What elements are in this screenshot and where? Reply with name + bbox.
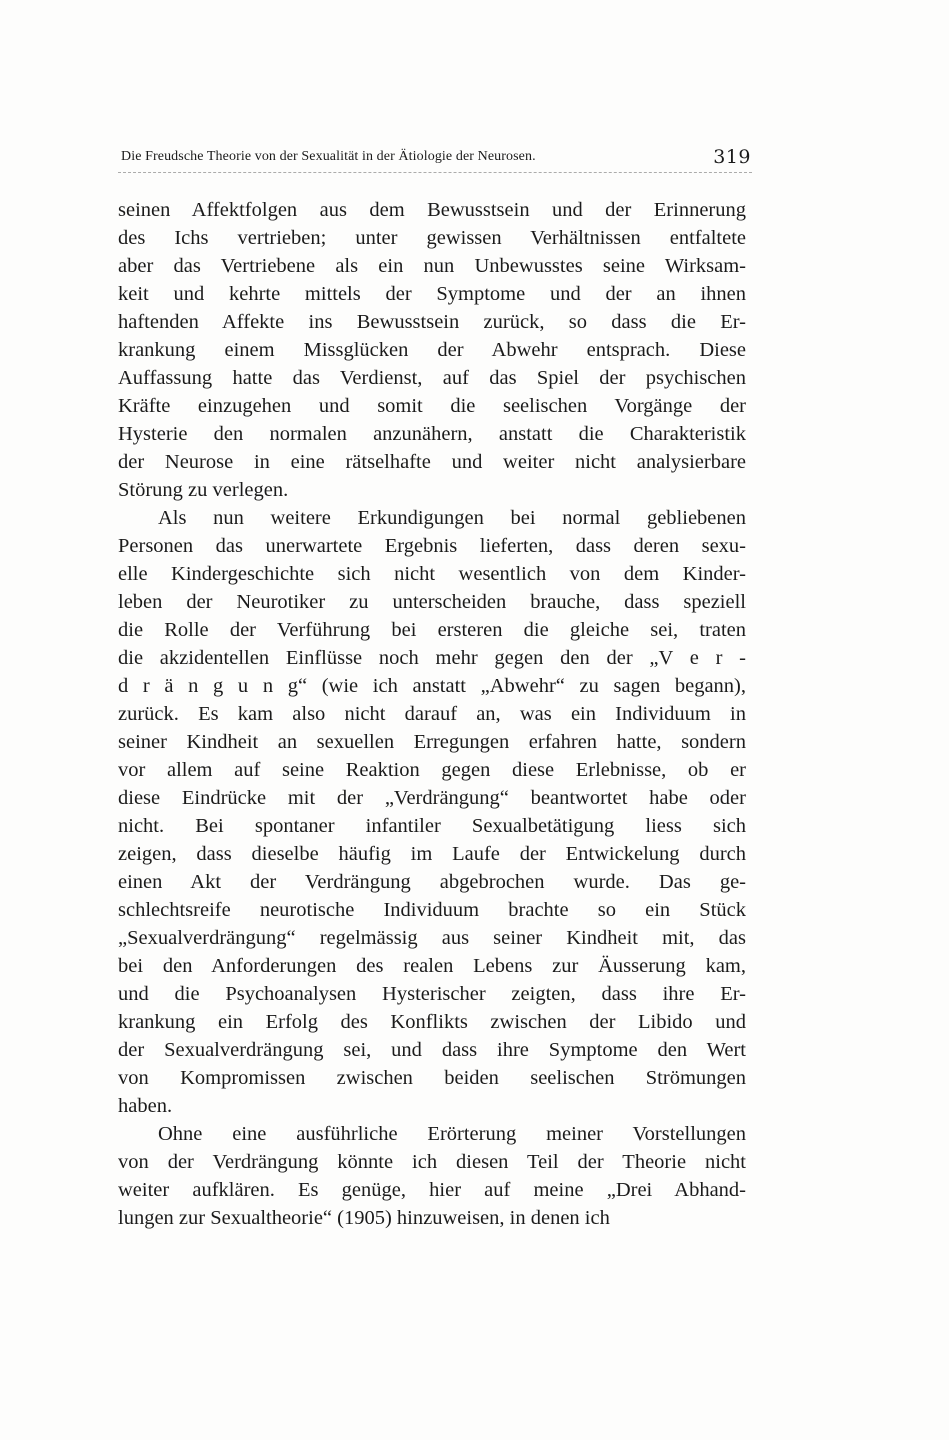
text-line: bei den Anforderungen des realen Lebens zur Äusserung kam, [118, 955, 746, 977]
header-rule [118, 172, 752, 173]
text-line: Personen das unerwartete Ergebnis lieferten, dass deren sexu- [118, 535, 746, 557]
text-line: Auffassung hatte das Verdienst, auf das Spiel der psychischen [118, 367, 746, 389]
paragraph [118, 196, 746, 504]
text-line: des Ichs vertrieben; unter gewissen Verhältnissen entfaltete [118, 227, 746, 249]
text-line: diese Eindrücke mit der „Verdrängung“ beantwortet habe oder [118, 787, 746, 809]
text-line: Störung zu verlegen. [118, 479, 289, 501]
text-line: krankung einem Missglücken der Abwehr entsprach. Diese [118, 339, 746, 361]
text-line: leben der Neurotiker zu unterscheiden brauche, dass speziell [118, 591, 746, 613]
text-line: von der Verdrängung könnte ich diesen Teil der Theorie nicht [118, 1151, 746, 1173]
paragraph [118, 504, 746, 1120]
text-line: nicht. Bei spontaner infantiler Sexualbetätigung liess sich [118, 815, 746, 837]
text-line: und die Psychoanalysen Hysterischer zeigten, dass ihre Er- [118, 983, 746, 1005]
text-line: zeigen, dass dieselbe häufig im Laufe der Entwickelung durch [118, 843, 746, 865]
text-line: keit und kehrte mittels der Symptome und der an ihnen [118, 283, 746, 305]
text-line: haftenden Affekte ins Bewusstsein zurück, so dass die Er- [118, 311, 746, 333]
text-line: seiner Kindheit an sexuellen Erregungen erfahren hatte, sondern [118, 731, 746, 753]
text-line: Als nun weitere Erkundigungen bei normal gebliebenen [158, 507, 746, 529]
page-number: 319 [713, 146, 751, 168]
text-line: lungen zur Sexualtheorie“ (1905) hinzuweisen, in denen ich [118, 1207, 610, 1229]
text-line: aber das Vertriebene als ein nun Unbewusstes seine Wirksam- [118, 255, 746, 277]
text-line: einen Akt der Verdrängung abgebrochen wurde. Das ge- [118, 871, 746, 893]
text-line: der Sexualverdrängung sei, und dass ihre Symptome den Wert [118, 1039, 746, 1061]
text-line: elle Kindergeschichte sich nicht wesentlich von dem Kinder- [118, 563, 746, 585]
text-line: d r ä n g u n g“ (wie ich anstatt „Abwehr“ zu sagen begann), [118, 675, 746, 697]
text-line: Kräfte einzugehen und somit die seelischen Vorgänge der [118, 395, 746, 417]
text-line: Hysterie den normalen anzunähern, anstatt die Charakteristik [118, 423, 746, 445]
text-line: „Sexualverdrängung“ regelmässig aus seiner Kindheit mit, das [118, 927, 746, 949]
text-line: die akzidentellen Einflüsse noch mehr gegen den der „V e r - [118, 647, 746, 669]
text-line: seinen Affektfolgen aus dem Bewusstsein und der Erinnerung [118, 199, 746, 221]
running-header [121, 146, 751, 168]
text-line: der Neurose in eine rätselhafte und weiter nicht analysierbare [118, 451, 746, 473]
text-line: vor allem auf seine Reaktion gegen diese Erlebnisse, ob er [118, 759, 746, 781]
text-line: die Rolle der Verführung bei ersteren die gleiche sei, traten [118, 619, 746, 641]
text-line: Ohne eine ausführliche Erörterung meiner Vorstellungen [158, 1123, 746, 1145]
paragraph [118, 1120, 746, 1232]
text-line: schlechtsreife neurotische Individuum brachte so ein Stück [118, 899, 746, 921]
text-line: weiter aufklären. Es genüge, hier auf meine „Drei Abhand- [118, 1179, 746, 1201]
body-text [118, 196, 746, 1232]
running-title: Die Freudsche Theorie von der Sexualität in der Ätiologie der Neurosen. [121, 149, 536, 164]
text-line: krankung ein Erfolg des Konflikts zwischen der Libido und [118, 1011, 746, 1033]
text-line: haben. [118, 1095, 173, 1117]
text-line: zurück. Es kam also nicht darauf an, was ein Individuum in [118, 703, 746, 725]
text-line: von Kompromissen zwischen beiden seelischen Strömungen [118, 1067, 746, 1089]
